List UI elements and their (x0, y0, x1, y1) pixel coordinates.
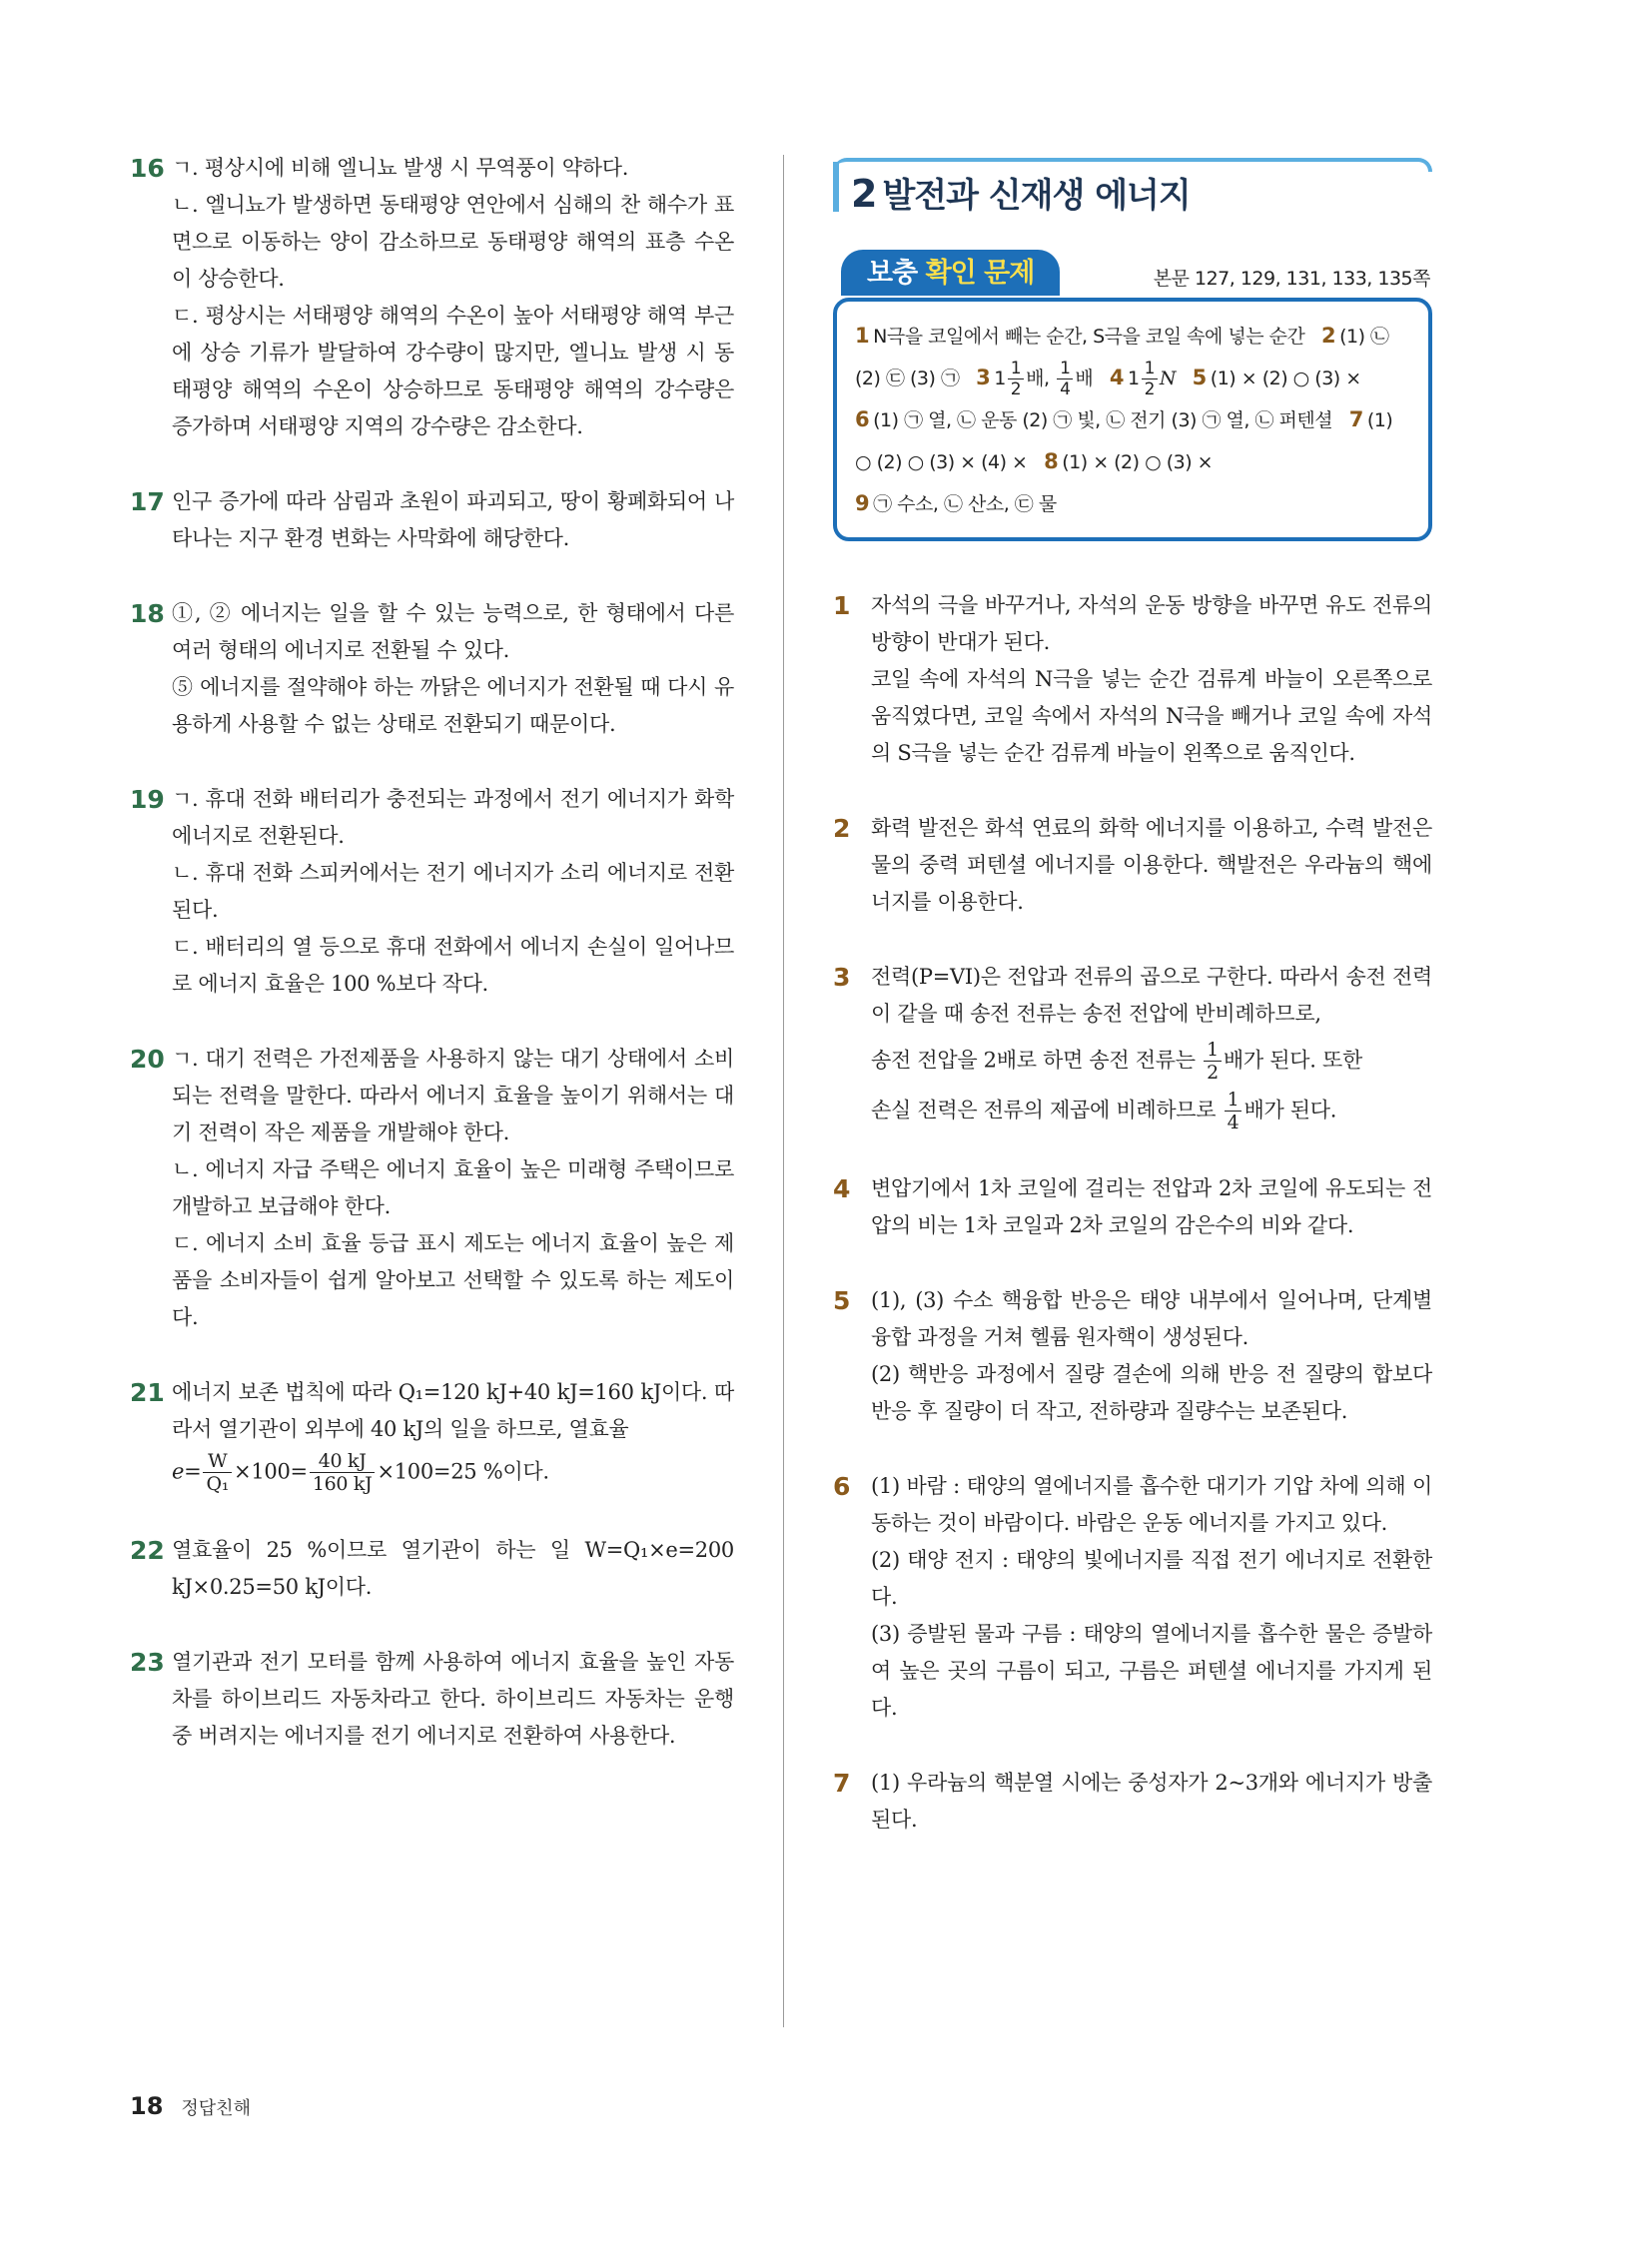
check-answer-7: (1) ○ (2) ○ (3) × (4) × (855, 409, 1393, 473)
left-answer-list (130, 150, 734, 1336)
book-title: 정답친해 (181, 2098, 251, 2119)
answer-number: 21 (130, 1378, 165, 1407)
badge-text-a: 보충 (867, 258, 926, 289)
answer-paragraph: ㄴ. 엘니뇨가 발생하면 동태평양 연안에서 심해의 찬 해수가 표면으로 이동하는 양이 감소하므로 동태평양 해역의 표층 수온이 상승한다. (172, 193, 734, 291)
fraction-denominator: 2 (1207, 1062, 1219, 1084)
check-answer-number: 6 (855, 407, 870, 431)
check-answer-text: 배 (1075, 368, 1094, 389)
answer-number: 3 (833, 963, 851, 992)
answer-body (871, 1170, 1432, 1244)
formula-times: ×100= (234, 1459, 308, 1484)
answer-body (871, 959, 1432, 1132)
check-answer-2: (1) ㉡ (2) ㉢ (3) ㉠ (855, 326, 1389, 389)
answer-item-19 (130, 781, 734, 1003)
check-answer-4 (1128, 359, 1176, 399)
answer-number: 4 (833, 1174, 851, 1203)
mixed-whole: 1 (994, 368, 1006, 389)
answer-item-23 (130, 1644, 734, 1755)
answer-paragraph: ㄷ. 에너지 소비 효율 등급 표시 제도는 에너지 효율이 높은 제품을 소비자들이 쉽게 알아보고 선택할 수 있도록 하는 제도이다. (172, 1231, 734, 1329)
answer-item-16 (130, 150, 734, 445)
answer-number: 5 (833, 1286, 851, 1315)
column-divider (783, 155, 784, 2027)
answer-body (871, 1765, 1432, 1839)
answer-paragraph: (1), (3) 수소 핵융합 반응은 태양 내부에서 일어나며, 단계별 융합 과정을 거쳐 헬륨 원자핵이 생성된다. (871, 1288, 1432, 1349)
fraction-numerator: W (203, 1452, 232, 1473)
fraction (1142, 358, 1158, 399)
answer-text: 열효율이 25 %이므로 열기관이 하는 일 W=Q₁×e=200 kJ×0.25=50 kJ이다. (172, 1538, 734, 1599)
fraction-one-half (1204, 1041, 1222, 1083)
answer-paragraph: 코일 속에 자석의 N극을 넣는 순간 검류계 바늘이 오른쪽으로 움직였다면, 코일 속에서 자석의 N극을 빼거나 코일 속에 자석의 S극을 넣는 순간 검류계 바늘이 왼쪽으로 움직인다. (871, 667, 1432, 765)
answer-paragraph: (2) 태양 전지 : 태양의 빛에너지를 직접 전기 에너지로 전환한다. (871, 1548, 1432, 1609)
check-answer-number: 8 (1044, 449, 1059, 473)
mixed-whole: 1 (1128, 368, 1140, 389)
answer-paragraph: 화력 발전은 화석 연료의 화학 에너지를 이용하고, 수력 발전은 물의 중력 퍼텐셜 에너지를 이용한다. 핵발전은 우라늄의 핵에너지를 이용한다. (871, 816, 1432, 914)
answer-item-20 (130, 1041, 734, 1336)
answer-item-2 (833, 810, 1432, 921)
page-footer (130, 2092, 251, 2120)
answer-text: 배가 된다. 또한 (1223, 1048, 1362, 1073)
answer-number: 2 (833, 814, 851, 843)
section-header (833, 158, 1432, 216)
answer-number: 19 (130, 785, 165, 814)
fraction-denominator: 2 (1144, 378, 1155, 399)
answer-paragraph: ㄱ. 휴대 전화 배터리가 충전되는 과정에서 전기 에너지가 화학 에너지로 전환된다. (172, 787, 734, 848)
fraction-denominator: Q₁ (206, 1473, 230, 1495)
answer-body (871, 587, 1432, 772)
check-answer-1: N극을 코일에서 빼는 순간, S극을 코일 속에 넣는 순간 (873, 326, 1305, 348)
right-column (833, 158, 1432, 1876)
left-column (130, 150, 734, 1793)
check-answer-5: (1) × (2) ○ (3) × (1210, 368, 1361, 389)
fraction-numerator: 40 kJ (310, 1452, 376, 1473)
answer-paragraph: (2) 핵반응 과정에서 질량 결손에 의해 반응 전 질량의 합보다 반응 후 질량이 더 작고, 전하량과 질량수는 보존된다. (871, 1362, 1432, 1423)
answer-body (172, 1041, 734, 1336)
section-title-text: 발전과 신재생 에너지 (882, 176, 1191, 216)
fraction-denominator: 4 (1060, 378, 1071, 399)
answer-paragraph: ㄱ. 평상시에 비해 엘니뇨 발생 시 무역풍이 약하다. (172, 156, 629, 180)
answer-paragraph: 인구 증가에 따라 삼림과 초원이 파괴되고, 땅이 황폐화되어 나타나는 지구 환경 변화는 사막화에 해당한다. (172, 489, 734, 550)
answer-text: 전력(P=VI)은 전압과 전류의 곱으로 구한다. 따라서 송전 전력이 같을 때 송전 전류는 송전 전압에 반비례하므로, (871, 965, 1432, 1026)
check-answer-number: 5 (1192, 366, 1207, 389)
answer-number: 1 (833, 591, 851, 620)
section-title (851, 168, 1191, 217)
right-answer-list-b (833, 1170, 1432, 1839)
answer-body (172, 781, 734, 1003)
fraction-denominator: 160 kJ (312, 1473, 373, 1495)
answer-text: 에너지 보존 법칙에 따라 Q₁=120 kJ+40 kJ=160 kJ이다. 따라서 열기관이 외부에 40 kJ의 일을 하므로, 열효율 (172, 1380, 734, 1441)
check-answer-9: ㉠ 수소, ㉡ 산소, ㉢ 물 (873, 493, 1057, 515)
answer-paragraph: 변압기에서 1차 코일에 걸리는 전압과 2차 코일에 유도되는 전압의 비는 1차 코일과 2차 코일의 감은수의 비와 같다. (871, 1176, 1432, 1237)
answer-item-17 (130, 483, 734, 557)
section-number: 2 (851, 172, 877, 216)
efficiency-formula (172, 1452, 734, 1494)
answer-body (871, 1468, 1432, 1727)
check-answer-number: 7 (1348, 407, 1363, 431)
answer-number: 18 (130, 599, 165, 628)
fraction-numerator: 1 (1204, 1041, 1222, 1062)
fraction-denominator: 2 (1010, 378, 1022, 399)
check-answer-text: 배, (1026, 368, 1056, 389)
answer-paragraph: (1) 바람 : 태양의 열에너지를 흡수한 대기가 기압 차에 의해 이동하는 것이 바람이다. 바람은 운동 에너지를 가지고 있다. (871, 1474, 1432, 1535)
right-answer-list-a (833, 587, 1432, 921)
fraction-numerator: 1 (1057, 361, 1073, 379)
answer-body (172, 483, 734, 557)
answer-number: 6 (833, 1472, 851, 1501)
fraction (1057, 358, 1073, 399)
answer-item-18 (130, 595, 734, 743)
page-number: 18 (130, 2092, 164, 2120)
check-answer-6: (1) ㉠ 열, ㉡ 운동 (2) ㉠ 빛, ㉡ 전기 (3) ㉠ 열, ㉡ 퍼텐셜 (873, 409, 1333, 431)
answer-item-7 (833, 1765, 1432, 1839)
check-problems-header (833, 250, 1432, 298)
check-answer-number: 3 (976, 366, 991, 389)
answer-number: 7 (833, 1769, 851, 1798)
answer-paragraph: ㄷ. 평상시는 서태평양 해역의 수온이 높아 서태평양 해역 부근에 상승 기류가 발달하여 강수량이 많지만, 엘니뇨 발생 시 동태평양 해역의 수온이 상승하므로 동태평양 해역의 강수량은 증가하며 서태평양 지역의 강수량은 감소한다. (172, 304, 734, 438)
answer-paragraph: 자석의 극을 바꾸거나, 자석의 운동 방향을 바꾸면 유도 전류의 방향이 반대가 된다. (871, 593, 1432, 654)
answer-text: 열기관과 전기 모터를 함께 사용하여 에너지 효율을 높인 자동차를 하이브리드 자동차라고 한다. 하이브리드 자동차는 운행 중 버려지는 에너지를 전기 에너지로 전환하여 사용한다. (172, 1650, 734, 1748)
answer-body (871, 810, 1432, 921)
answer-item-22 (130, 1532, 734, 1606)
answer-item-5 (833, 1282, 1432, 1430)
check-answer-unit: N (1159, 368, 1177, 389)
answer-body (172, 595, 734, 743)
answer-paragraph: (1) 우라늄의 핵분열 시에는 중성자가 2~3개와 에너지가 방출된다. (871, 1771, 1432, 1832)
answer-body (172, 1644, 734, 1755)
fraction (1008, 358, 1024, 399)
answer-body (871, 1282, 1432, 1430)
check-problems-badge (841, 250, 1060, 296)
fraction-w-q1 (203, 1452, 232, 1494)
check-answer-3 (994, 359, 1093, 399)
fraction-numerator: 1 (1142, 361, 1158, 379)
answer-number: 22 (130, 1536, 165, 1565)
fraction-numerator: 1 (1008, 361, 1024, 379)
answer-body (172, 150, 734, 445)
formula-tail: ×100=25 %이다. (377, 1459, 549, 1484)
answer-number: 23 (130, 1648, 165, 1677)
badge-text-b: 확인 문제 (925, 258, 1035, 289)
check-answers-box (833, 298, 1432, 541)
answer-text: 손실 전력은 전류의 제곱에 비례하므로 (871, 1098, 1223, 1122)
fraction-one-quarter (1225, 1091, 1242, 1132)
section-header-stripe (833, 162, 839, 212)
check-answer-number: 4 (1109, 366, 1124, 389)
answer-number: 17 (130, 487, 165, 516)
answer-item-r3 (833, 959, 1432, 1132)
answer-body (172, 1374, 734, 1494)
answer-item-6 (833, 1468, 1432, 1727)
fraction-denominator: 4 (1227, 1112, 1239, 1133)
fraction-numerator: 1 (1225, 1091, 1242, 1112)
answer-item-1 (833, 587, 1432, 772)
answer-paragraph: (3) 증발된 물과 구름 : 태양의 열에너지를 흡수한 물은 증발하여 높은 곳의 구름이 되고, 구름은 퍼텐셜 에너지를 가지게 된다. (871, 1622, 1432, 1720)
reference-pages: 본문 127, 129, 131, 133, 135쪽 (1153, 268, 1430, 290)
check-answer-number: 1 (855, 324, 870, 348)
answer-body (172, 1532, 734, 1606)
answer-paragraph: ㄴ. 휴대 전화 스피커에서는 전기 에너지가 소리 에너지로 전환된다. (172, 861, 734, 922)
answer-text: 송전 전압을 2배로 하면 송전 전류는 (871, 1048, 1203, 1073)
answer-paragraph: ㄷ. 배터리의 열 등으로 휴대 전화에서 에너지 손실이 일어나므로 에너지 효율은 100 %보다 작다. (172, 935, 734, 996)
answer-number: 16 (130, 154, 165, 183)
check-answer-8: (1) × (2) ○ (3) × (1062, 451, 1214, 473)
fraction-40-160 (310, 1452, 376, 1494)
answer-paragraph: ①, ② 에너지는 일을 할 수 있는 능력으로, 한 형태에서 다른 여러 형태의 에너지로 전환될 수 있다. (172, 601, 734, 662)
answer-item-4 (833, 1170, 1432, 1244)
check-answer-number: 2 (1320, 324, 1336, 348)
answer-text: 배가 된다. (1243, 1098, 1337, 1122)
answer-text-line-3 (871, 1091, 1432, 1132)
answer-item-21 (130, 1374, 734, 1494)
answer-paragraph: ⑤ 에너지를 절약해야 하는 까닭은 에너지가 전환될 때 다시 유용하게 사용할 수 없는 상태로 전환되기 때문이다. (172, 675, 734, 736)
answer-paragraph: ㄱ. 대기 전력은 가전제품을 사용하지 않는 대기 상태에서 소비되는 전력을 말한다. 따라서 에너지 효율을 높이기 위해서는 대기 전력이 작은 제품을 개발해야 한다. (172, 1047, 734, 1144)
answer-paragraph: ㄴ. 에너지 자급 주택은 에너지 효율이 높은 미래형 주택이므로 개발하고 보급해야 한다. (172, 1157, 734, 1218)
check-answer-number: 9 (855, 491, 870, 515)
formula-lhs: e= (172, 1459, 202, 1484)
answer-text-line-2 (871, 1041, 1432, 1083)
answer-number: 20 (130, 1045, 165, 1074)
